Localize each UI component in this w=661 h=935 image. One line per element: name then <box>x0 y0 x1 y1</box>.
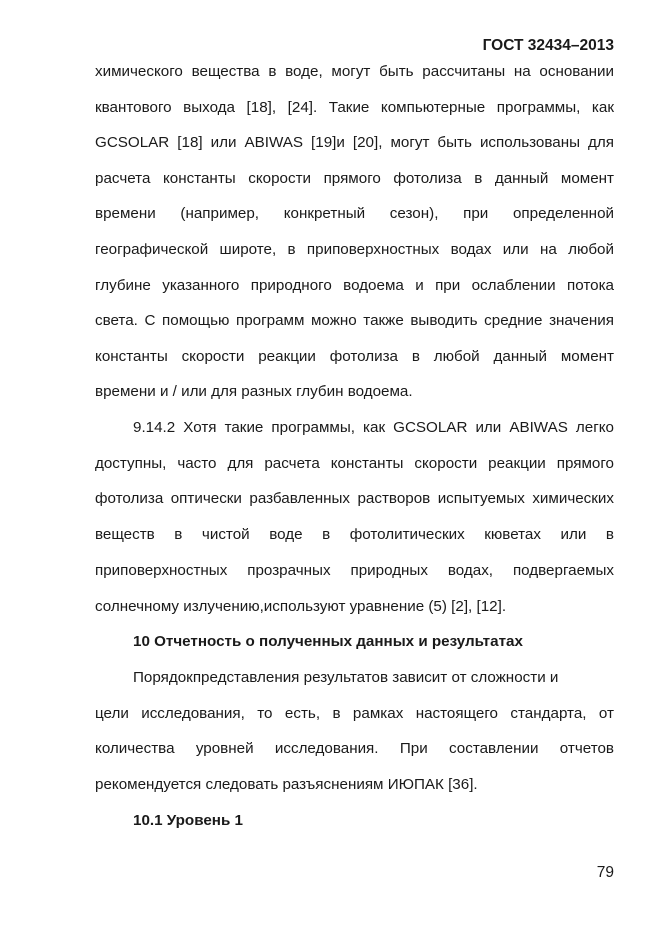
body-line: света. С помощью программ можно также выводить средние значения <box>95 312 614 329</box>
paragraph-9-14-2-start: 9.14.2 Хотя такие программы, как GCSOLAR или ABIWAS легко <box>133 419 614 436</box>
page-header: ГОСТ 32434–2013 <box>482 37 614 54</box>
body-line: GCSOLAR [18] или ABIWAS [19]и [20], могут быть использованы для <box>95 134 614 151</box>
body-line: рекомендуется следовать разъяснениям ИЮПАК [36]. <box>95 776 478 793</box>
body-line: количества уровней исследования. При составлении отчетов <box>95 740 614 757</box>
body-line: географической широте, в приповерхностных водах или на любой <box>95 241 614 258</box>
body-line: расчета константы скорости прямого фотолиза в данный момент <box>95 170 614 187</box>
body-line: константы скорости реакции фотолиза в любой данный момент <box>95 348 614 365</box>
body-line: цели исследования, то есть, в рамках настоящего стандарта, от <box>95 705 614 722</box>
body-line: Порядокпредставления результатов зависит от сложности и <box>133 669 559 686</box>
body-line: веществ в чистой воде в фотолитических кюветах или в <box>95 526 614 543</box>
body-line: солнечному излучению,используют уравнение (5) [2], [12]. <box>95 598 507 615</box>
body-line: времени и / или для разных глубин водоема. <box>95 383 413 400</box>
page-number: 79 <box>596 864 614 881</box>
body-line: приповерхностных прозрачных природных водах, подвергаемых <box>95 562 614 579</box>
body-line: времени (например, конкретный сезон), при определенной <box>95 205 614 222</box>
body-line: фотолиза оптически разбавленных растворов испытуемых химических <box>95 490 614 507</box>
body-line: химического вещества в воде, могут быть рассчитаны на основании <box>95 63 614 80</box>
section-heading: 10 Отчетность о полученных данных и результатах <box>133 633 523 650</box>
body-line: глубине указанного природного водоема и при ослаблении потока <box>95 277 614 294</box>
body-line: квантового выхода [18], [24]. Такие компьютерные программы, как <box>95 99 614 116</box>
body-line: доступны, часто для расчета константы скорости реакции прямого <box>95 455 614 472</box>
subsection-heading: 10.1 Уровень 1 <box>133 812 243 829</box>
